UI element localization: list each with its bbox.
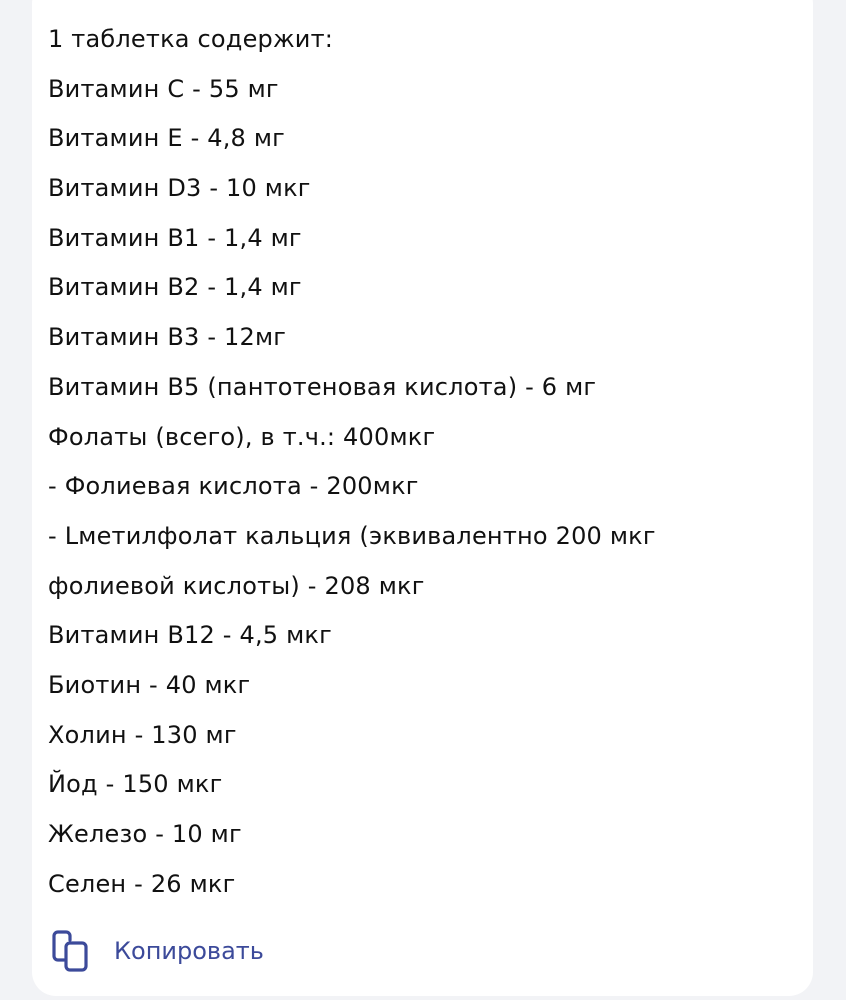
description-line: Витамин Е - 4,8 мг — [48, 124, 285, 153]
description-line: - Фолиевая кислота - 200мкг — [48, 472, 419, 501]
description-line: Витамин С - 55 мг — [48, 74, 279, 103]
description-line: Витамин B1 - 1,4 мг — [48, 223, 302, 252]
copy-label: Копировать — [114, 937, 264, 965]
description-line: Железо - 10 мг — [48, 820, 242, 848]
description-line: Селен - 26 мкг — [48, 869, 236, 898]
description-text — [48, 15, 656, 909]
description-line: Холин - 130 мг — [48, 720, 237, 749]
description-line: Йод - 150 мкг — [48, 770, 223, 799]
description-line: 1 таблетка содержит: — [48, 25, 334, 53]
description-line: Витамин B3 - 12мг — [48, 323, 287, 352]
description-line: Витамин B12 - 4,5 мкг — [48, 621, 332, 650]
description-line: - Lметилфолат кальция (эквивалентно 200 мкг — [48, 521, 656, 550]
description-line: Фолаты (всего), в т.ч.: 400мкг — [48, 422, 436, 451]
description-line: Витамин D3 - 10 мкг — [48, 174, 311, 203]
description-line: фолиевой кислоты) - 208 мкг — [48, 571, 425, 600]
copy-button[interactable] — [50, 930, 264, 972]
description-line: Витамин B2 - 1,4 мг — [48, 273, 302, 302]
description-line: Витамин B5 (пантотеновая кислота) - 6 мг — [48, 372, 597, 401]
copy-icon — [50, 930, 94, 972]
description-card — [32, 0, 813, 996]
description-line: Биотин - 40 мкг — [48, 670, 251, 699]
